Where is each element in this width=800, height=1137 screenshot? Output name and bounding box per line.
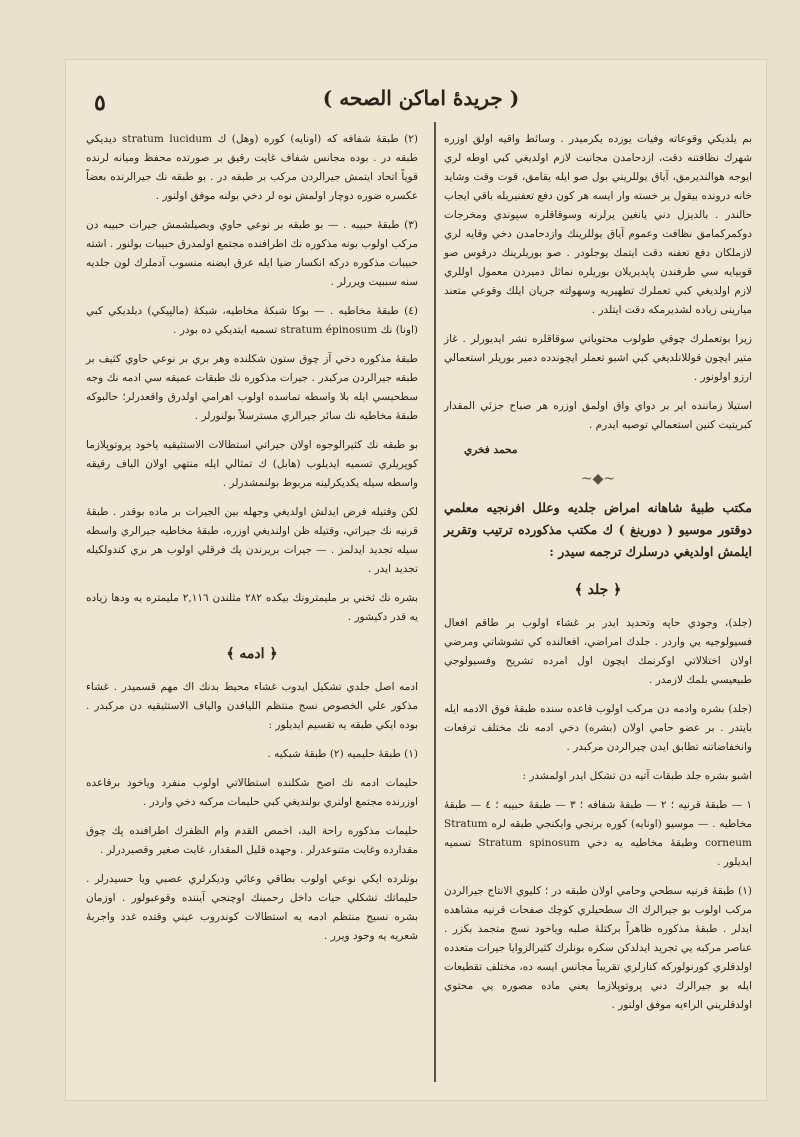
left-paragraph-6: لكن وقتيله فرض ايدلش اولديغي وجهله بين الجيرات بر ماده بوقدر . طبقهٔ قرنيه نك جيراتي، وقتيله ظن اولنديغي اوزره، طبقهٔ مخاطيه جيرالري واسطه سيله تجديد ايدلمز . — جيرات بريرندن پك فرقلي اولوب هر بري كندولكيله تجديد ايدر . [86, 506, 418, 575]
left-paragraph-5: بو طبقه نك كثيرالوجوه اولان جيراتي استطالات الاستثيقيه ياخود پروتوپلازما كوپريلري تسميه ايديلوب (هابل) ك تمثالي ايله منتهي اولان الياف رقيقه واسطه سيله يكديكرلينه مربوط بولنمشدرلر . [86, 439, 418, 489]
left-paragraph-3: (٤) طبقهٔ مخاطيه . — بوكا شبكهٔ مخاطيه، شبكهٔ (مالپيكي) ديلديكي كبي (اونا) نك stratum épinosum تسميه ايتديكي ده بودر . [86, 305, 418, 336]
left-paragraph-7: بشره نك ثخني بر مليمترونك بيكده ٢٨٢ مثلندن ٢,١١٦ مليمتره يه ودها زياده يه قدر دكيشور . [86, 592, 418, 623]
right-paragraph-3: استيلا زماننده اير بر دواي واق اولمق اوزره هر صباح جزئي المقدار كبريتيت كنين استعمالي توصيه ايدرم . [444, 400, 752, 431]
skin-paragraph-1: (جلد)، وجودي حاپه وتحديد ايدر بر غشاء اولوب بر طاقم افعال فسيولوجيه يي واردر . جلدك امراضي، افعالنده كي تشوشاتي ومرضي اولان اختلالاتي اوكرنمك ايچون اول امرده تشريح وفسيولوجي طبيعيسي بلمك لازمدر . [444, 617, 752, 686]
dermis-paragraph-2: (١) طبقهٔ حليميه (٢) طبقهٔ شبكيه . [267, 748, 418, 760]
section-heading-skin: ﴿ جلد ﴾ [574, 582, 622, 598]
left-column [86, 130, 418, 956]
column-divider [434, 122, 436, 1082]
right-column [444, 130, 752, 1025]
dermis-paragraph-4: حليمات مذكوره راحة اليد، اخمص القدم وام الظفرك اطرافنده پك چوق مقدارده وغايت متنوعدرلر . وجهده قليل المقدار، غايت صغير وقصيردرلر . [86, 825, 418, 856]
lecture-title: مكتب طبيهٔ شاهانه امراض جلديه وعلل افرنجيه معلمي دوقتور موسيو ( دورينغ ) ك مكتب مذكورده ترتيب وتقرير ايلمش اولديغي درسلرك ترجمه سيدر : [444, 500, 752, 559]
left-paragraph-4: طبقهٔ مذكوره دخي آز چوق ستون شكلنده وهر بري بر نوعي حاوي كثيف بر طبقه جيرالردن مركبدر . جيرات مذكوره نك طبقات عميقه سي ادمه نك وجه سطحيسي ايله بلا واسطه تماسده اولوب اهرامي اولدرق واقعدرلر؛ حالبوكه طبقهٔ مخاطيه نك سائر جيرالري مسترسلاً بولنورلر . [86, 353, 418, 422]
section-heading-dermis: ﴿ ادمه ﴾ [226, 646, 278, 662]
dermis-paragraph-5: بونلرده ايكي نوعي اولوب بطاقي وعائي وديكرلري عصبي ويا حسيدرلر . حليماتك تشكلي حيات داخل رحمينك اوچنجي آيننده وقوعبولور . اوزمان بشره نسيج منتظم ادمه يه استطالات كوندروب عيني وقتده غدد واجربهٔ شعريه يه وجود ويرر . [86, 873, 418, 942]
right-paragraph-1: بم يلديكي وقوعاته وفيات يوزده يكرميدر . وسائط واقيه اولق اوزره شهرك نظافتنه دقت، ازدحامدن مجانبت لازم اولديغي كبي اوطه لري ايوجه هوالنديرمق، آياق يوللريني بول صو ايله يقامق، قوت وقت وشايد خانه درونده بيقول ير خسته وار ايسه هر كون دفع تعفنيريله باقي ايجاب حالندر . بالديزل دني يانغين يرلرنه وسوقاقلره سپوندي ومخرجات دوكمركمامق نظافت وعموم آياق يوللرينك وازدحامدن دخي وقايه لري لازملكان دفع تعفنه دقت ايتمك يوجلودر . صو بوريلرينك درقوس صو قوبيايه سي طرفندن پاپديريلان بوريلره نماثل دميردن معمول اوللري لازم اولديغي كبي تعملرك تطهيريه وسهولته جريان ايلك وقوعي متعند ميارينى زياده لشديرمكه دقت ايتلدر . [444, 133, 752, 316]
left-paragraph-1: (٢) طبقهٔ شفافه كه (اونايه) كوره (وهل) ك stratum lucidum ديديكي طبقه در . بوده مجانس شفاف غايت رقيق بر صورتده محفظ وميانه لرنده قوياً اتحاد ايتمش جيرالردن مركب بر طبقه در . بو طبقه نك جيرالرنده بعضاً عكسره ضوره دوچار اولمش نوه لر دخي بولنه موفق اولنور . [86, 133, 418, 202]
skin-paragraph-3: اشبو بشره جلد طبقات آتيه دن تشكل ايدر اولمشدر : [522, 770, 752, 782]
dermis-paragraph-3: حليمات ادمه نك اصح شكلنده استطالاتي اولوب منفرد وياخود برقاعده اوزرنده مجتمع اولنري بولنديغي كبي حليمات مركبه دخي واردر . [86, 777, 418, 808]
page-header [66, 76, 766, 120]
author-signature: محمد فخري [464, 444, 518, 456]
journal-title: ( جريدهٔ اماكن الصحه ) [322, 86, 520, 110]
newspaper-page [66, 60, 766, 1100]
skin-paragraph-5: (١) طبقهٔ قرنيه سطحي وحامي اولان طبقه در ؛ كليوي الانتاج جيرالردن مركب اولوب بو جيرالرك اك سطحيلري كوچك صفحات قرنيه مشاهده ايدلر . طبقهٔ مذكوره ظاهراً بركتلهٔ صلبه وياخود نسج متجمد بكزر . عناصر مركبه يي تجريد ايدلدكن سكره بونلرك كثيرالزوايا جيرات متعدده اولدقلري كورنولوركه كنارلري تقريباً مجانس ايسه ده، مختلف تقطيعات ايله بو جيرالرك دني پروتوپلازما يعني ماده مصوره يي محتوي اولدقلريني الراءيه موفق اولنور . [444, 885, 752, 1011]
skin-layers-list: ١ — طبقهٔ قرنيه ؛ ٢ — طبقهٔ شفافه ؛ ٣ — طبقهٔ حبيبه ؛ ٤ — طبقهٔ مخاطيه . — موسيو (اونايه) كوره برنجي وايكنجي طبقه لره Stratum corneum وطبقهٔ مخاطيه يه دخي Stratum spinosum تسميه ايديلور . [444, 799, 752, 868]
skin-paragraph-2: (جلد) بشره وادمه دن مركب اولوب قاعده سنده طبقهٔ فوق الادمه ايله بايتدر . بر عضو حامي اولان (بشره) دخي ادمه نك مختلف ترفعات وانخفاضاتنه تطابق ايدن چيرالردن مركبدر . [444, 703, 752, 753]
left-paragraph-2: (٣) طبقهٔ حبيبه . — بو طبقه بر نوعي حاوي وبصيلشمش جيرات حبيبه دن مركب اولوب بونه مذكوره نك اطرافنده مجتمع اولمدرق حبيبات بولنور . اشته حبيبات مذكوره دركه انكسار ضيا ايله عرق ايضنه منسوب آدملرك لون جلديه سنه سببيت ويررلر . [86, 219, 418, 288]
ornament-divider: ~◆~ [580, 471, 616, 487]
page-number: ٥ [94, 90, 106, 116]
dermis-paragraph-1: ادمه اصل جلدي تشكيل ايدوب غشاء محيط بدنك اك مهم قسميدر . غشاء مذكور علي الخصوص نسج منتظم الليافدن والياف الاستثيقيه دن مركبدر . بوده ايكي طبقه يه تقسيم ايديلور : [86, 681, 418, 731]
right-paragraph-2: زيرا بوتعملرك چوقي طولوب محتوياتي سوقاقلره نشر ايديورلر . غاز متير ايچون قوللانلديغي كبي اشبو تعملر ايچوندده دمير بوريلر استعمالي ارزو اولونور . [444, 333, 752, 383]
